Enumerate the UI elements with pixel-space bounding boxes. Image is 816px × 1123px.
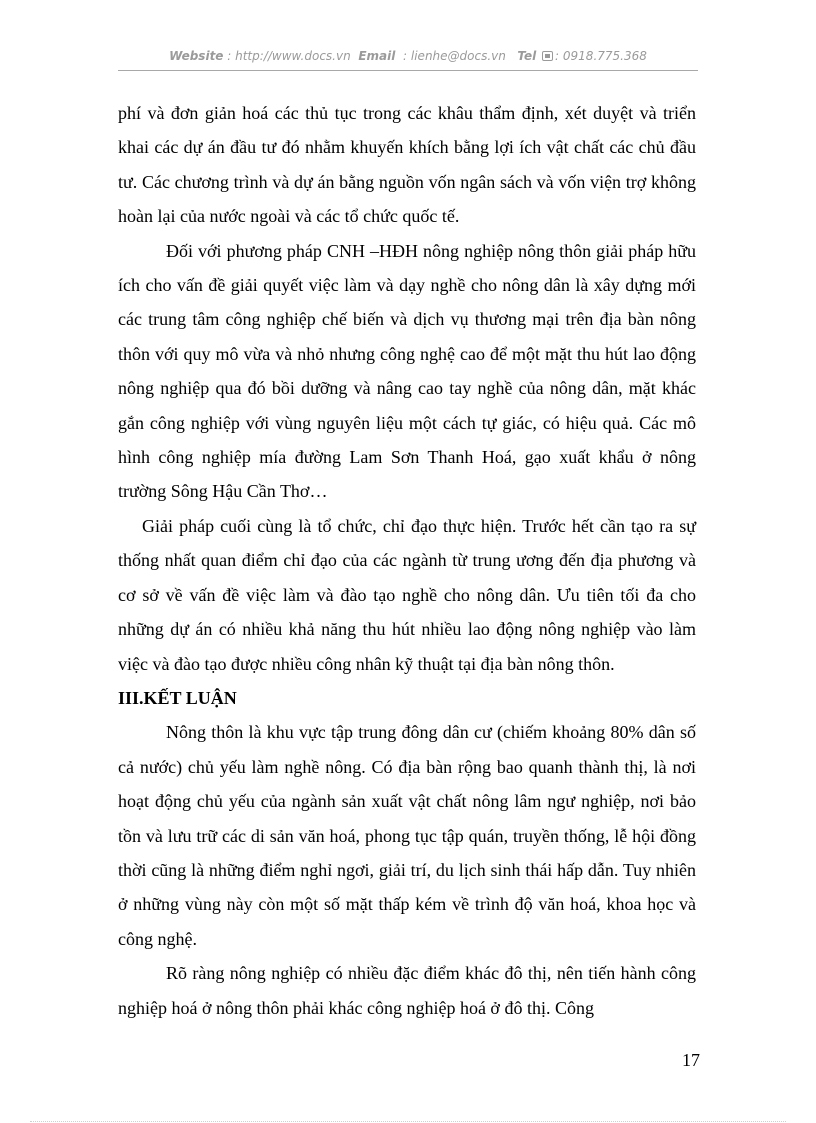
paragraph-3: Giải pháp cuối cùng là tổ chức, chỉ đạo thực hiện. Trước hết cần tạo ra sự thống nhất quan điểm chỉ đạo của các ngành từ trung ương đến địa phương và cơ sở về vấn đề việc làm và đào tạo nghề cho nông dân. Ưu tiên tối đa cho những dự án có nhiều khả năng thu hút nhiều lao động nông nghiệp vào làm việc và đào tạo được nhiều công nhân kỹ thuật tại địa bàn nông thôn.: [118, 515, 696, 674]
website-value: : http://www.docs.vn: [227, 49, 351, 63]
page-header: [118, 49, 698, 69]
website-label: Website: [169, 49, 224, 63]
section-heading: III.KẾT LUẬN: [118, 687, 237, 708]
tel-label: Tel: [517, 49, 537, 63]
email-value: : lienhe@docs.vn: [403, 49, 506, 63]
page-number: 17: [682, 1050, 700, 1070]
tel-value: : 0918.775.368: [555, 49, 647, 63]
phone-icon: [542, 51, 553, 61]
paragraph-1: phí và đơn giản hoá các thủ tục trong các khâu thẩm định, xét duyệt và triển khai các dự án đầu tư đó nhằm khuyến khích bằng lợi ích vật chất các chủ đầu tư. Các chương trình và dự án bằng nguồn vốn ngân sách và vốn viện trợ không hoàn lại của nước ngoài và các tổ chức quốc tế.: [118, 103, 696, 227]
paragraph-4: Nông thôn là khu vực tập trung đông dân cư (chiếm khoảng 80% dân số cả nước) chủ yếu làm nghề nông. Có địa bàn rộng bao quanh thành thị, là nơi hoạt động chủ yếu của ngành sản xuất vật chất nông lâm ngư nghiệp, nơi bảo tồn và lưu trữ các di sản văn hoá, phong tục tập quán, truyền thống, lễ hội đồng thời cũng là những điểm nghỉ ngơi, giải trí, du lịch sinh thái hấp dẫn. Tuy nhiên ở những vùng này còn một số mặt thấp kém về trình độ văn hoá, khoa học và công nghệ.: [118, 722, 696, 949]
email-label: Email: [358, 49, 396, 63]
paragraph-5: Rõ ràng nông nghiệp có nhiều đặc điểm khác đô thị, nên tiến hành công nghiệp hoá ở nông thôn phải khác công nghiệp hoá ở đô thị. Công: [118, 963, 696, 1018]
paragraph-2: Đối với phương pháp CNH –HĐH nông nghiệp nông thôn giải pháp hữu ích cho vấn đề giải quyết việc làm và dạy nghề cho nông dân là xây dựng mới các trung tâm công nghiệp chế biến và dịch vụ thương mại trên địa bàn nông thôn với quy mô vừa và nhỏ nhưng công nghệ cao để một mặt thu hút lao động nông nghiệp qua đó bồi dưỡng và nâng cao tay nghề của nông dân, mặt khác gắn công nghiệp với vùng nguyên liệu một cách tự giác, có hiệu quả. Các mô hình công nghiệp mía đường Lam Sơn Thanh Hoá, gạo xuất khẩu ở nông trường Sông Hậu Cần Thơ…: [118, 240, 696, 502]
document-body: [118, 96, 696, 1025]
header-divider: [118, 70, 698, 71]
footer-divider: [30, 1121, 786, 1122]
